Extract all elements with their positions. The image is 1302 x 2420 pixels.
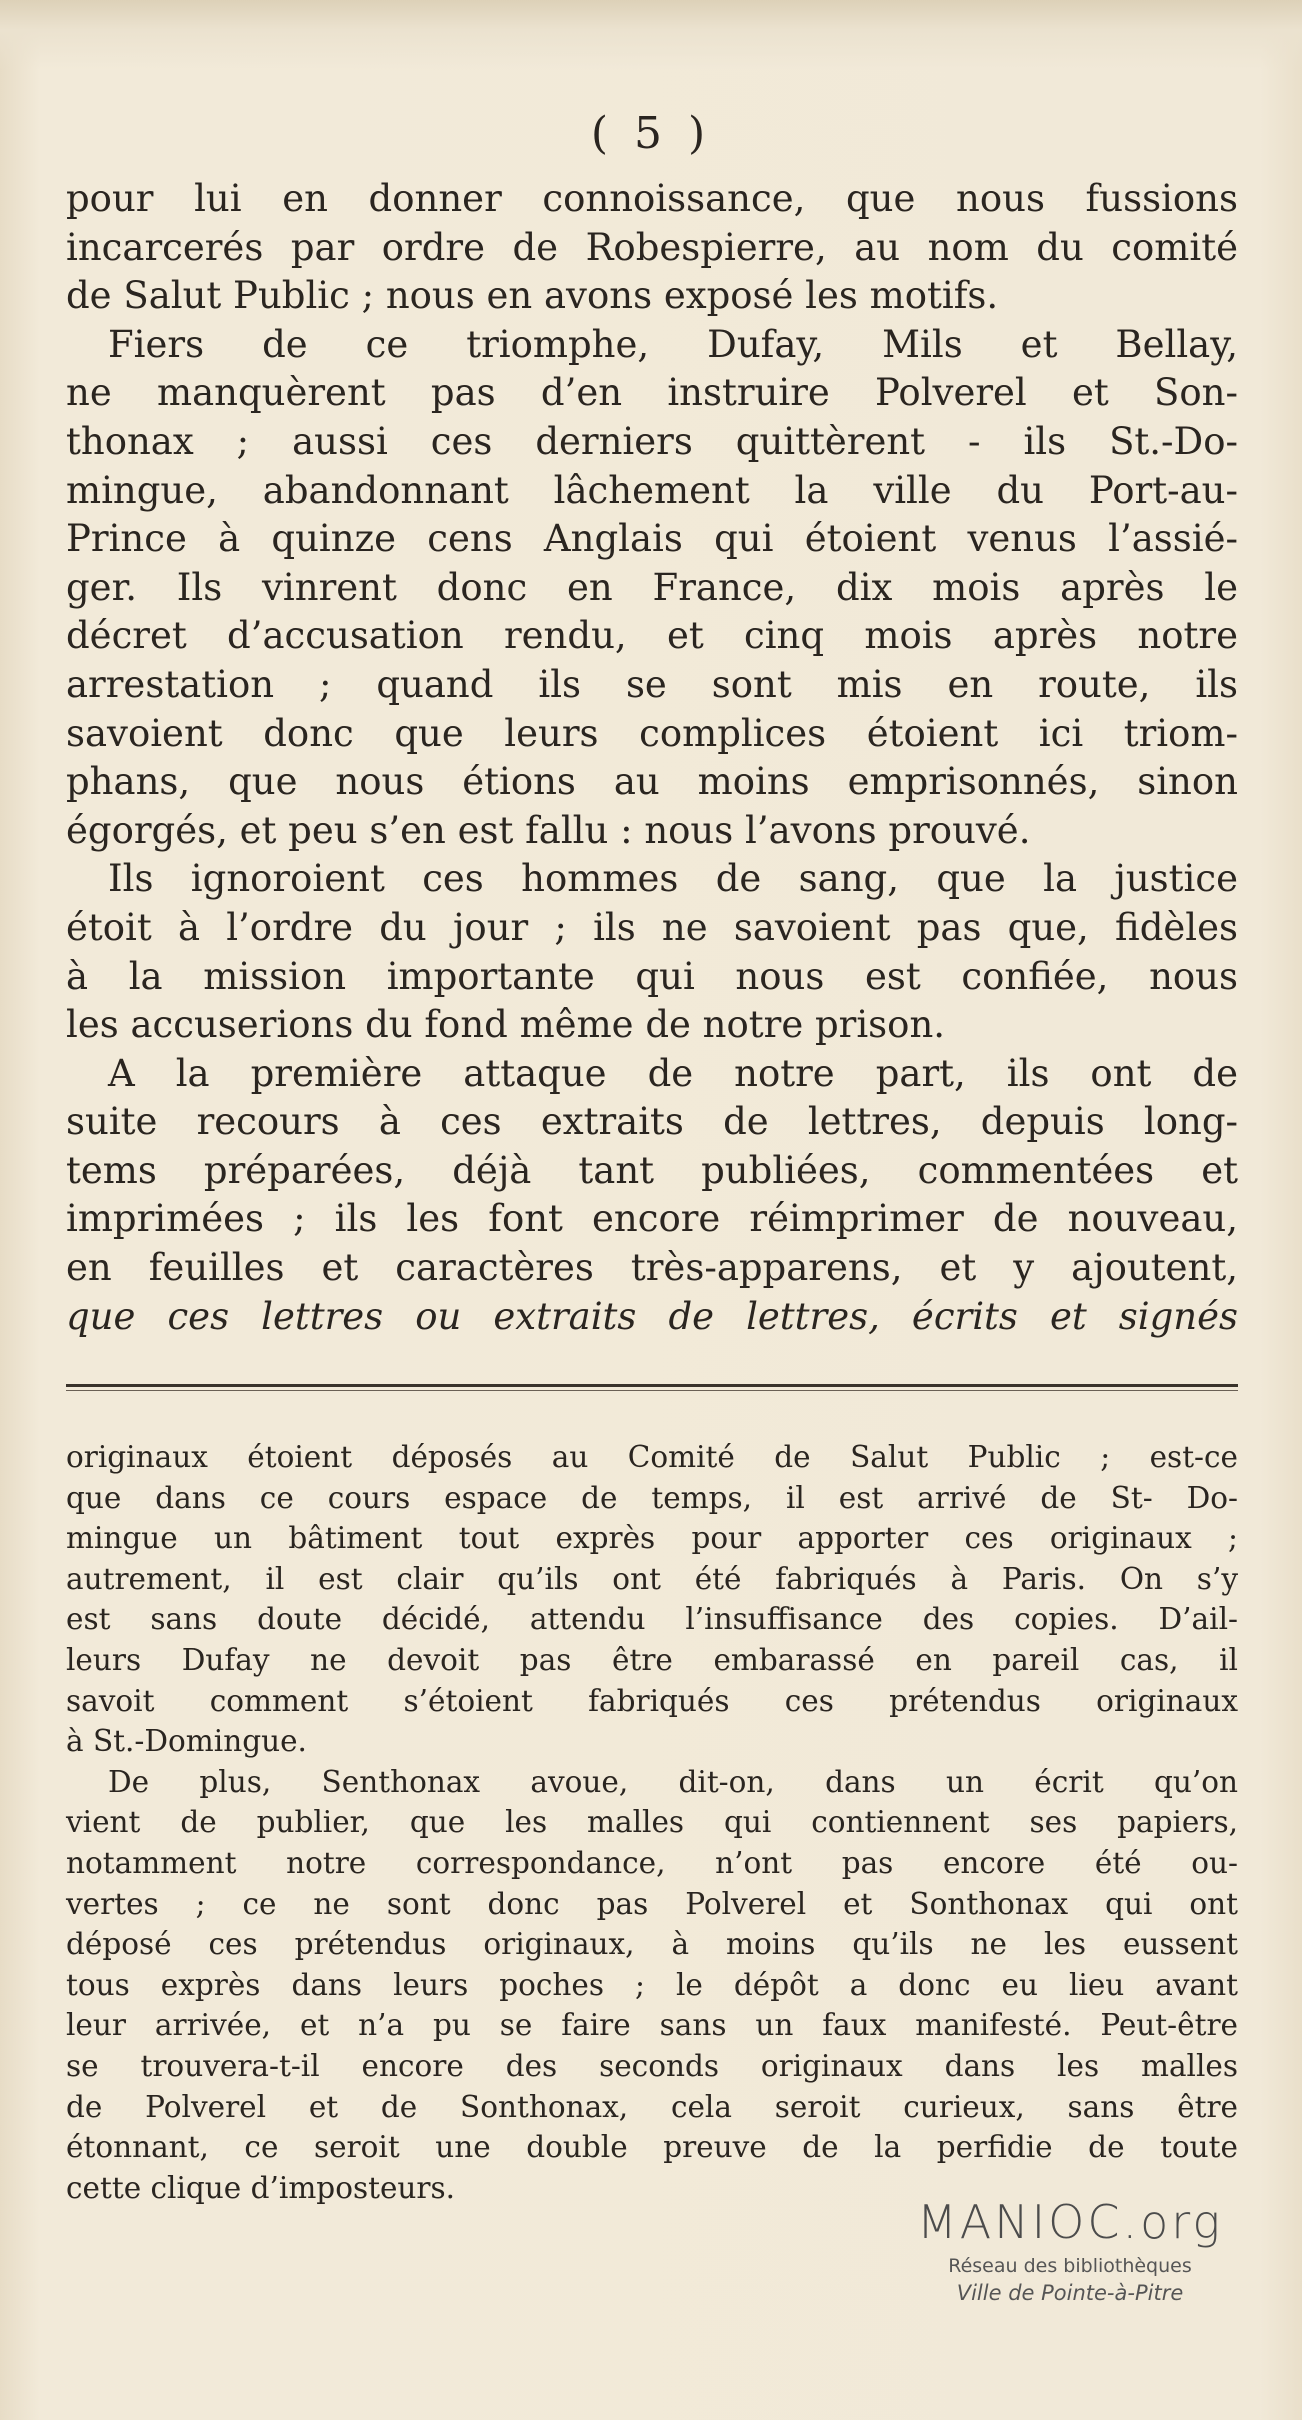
footnote-line: mingue un bâtiment tout exprès pour apporter ces originaux ;: [66, 1521, 1238, 1556]
footnote-line: leurs Dufay ne devoit pas être embarassé en pareil cas, il: [66, 1642, 1238, 1677]
body-line: pour lui en donner connoissance, que nous fussions: [66, 177, 1238, 220]
body-line: tems préparées, déjà tant publiées, commentées et: [66, 1148, 1238, 1192]
footnote-text: [66, 1437, 1238, 2208]
body-line: savoient donc que leurs complices étoient ici triom-: [66, 711, 1238, 755]
logo-subtitle-location: Ville de Pointe-à-Pitre: [956, 2281, 1184, 2305]
body-line: imprimées ; ils les font encore réimprimer de nouveau,: [66, 1197, 1238, 1241]
body-line: à la mission importante qui nous est confiée, nous: [66, 954, 1238, 998]
body-line: égorgés, et peu s’en est fallu : nous l’avons prouvé.: [66, 808, 1031, 852]
footnote-line: de Polverel et de Sonthonax, cela seroit curieux, sans être: [66, 2089, 1238, 2124]
footnote-line: notamment notre correspondance, n’ont pas encore été ou-: [66, 1845, 1238, 1880]
body-line: Fiers de ce triomphe, Dufay, Mils et Bellay,: [108, 322, 1238, 366]
footnote-line: savoit comment s’étoient fabriqués ces prétendus originaux: [66, 1683, 1238, 1718]
footnote-line: déposé ces prétendus originaux, à moins qu’ils ne les eussent: [66, 1927, 1238, 1962]
logo-subtitle: Réseau des bibliothèques: [948, 2255, 1192, 2277]
footnote-line: se trouvera-t-il encore des seconds originaux dans les malles: [66, 2048, 1238, 2083]
body-line: Ils ignoroient ces hommes de sang, que la justice: [108, 857, 1238, 901]
body-line: arrestation ; quand ils se sont mis en route, ils: [66, 662, 1238, 706]
footnote-divider-thin: [66, 1390, 1238, 1391]
body-line: ger. Ils vinrent donc en France, dix mois après le: [66, 565, 1238, 609]
page-edge: [0, 0, 1302, 70]
footnote-line: leur arrivée, et n’a pu se faire sans un faux manifesté. Peut-être: [66, 2008, 1238, 2043]
footnote-line: originaux étoient déposés au Comité de Salut Public ; est-ce: [66, 1440, 1238, 1474]
footnote-line: est sans doute décidé, attendu l’insuffisance des copies. D’ail-: [66, 1602, 1238, 1637]
body-line: A la première attaque de notre part, ils ont de: [108, 1051, 1238, 1095]
body-line: Prince à quinze cens Anglais qui étoient venus l’assié-: [66, 517, 1238, 561]
footnote-line: cette clique d’imposteurs.: [66, 2170, 456, 2205]
footnote-line: De plus, Senthonax avoue, dit-on, dans un écrit qu’on: [108, 1764, 1238, 1799]
footnote-line: que dans ce cours espace de temps, il est arrivé de St- Do-: [66, 1480, 1238, 1515]
body-line: les accuserions du fond même de notre prison.: [66, 1003, 946, 1047]
footnote-line: à St.-Domingue.: [66, 1724, 307, 1759]
footnote-line: vient de publier, que les malles qui contiennent ses papiers,: [66, 1805, 1238, 1840]
body-line: thonax ; aussi ces derniers quittèrent - ils St.-Do-: [66, 419, 1238, 463]
footnote-line: vertes ; ce ne sont donc pas Polverel et Sonthonax qui ont: [66, 1886, 1238, 1921]
body-line: en feuilles et caractères très-apparens, et y ajoutent,: [66, 1246, 1238, 1290]
footnote-line: tous exprès dans leurs poches ; le dépôt a donc eu lieu avant: [66, 1967, 1238, 2002]
manioc-logo: [880, 2195, 1260, 2305]
body-line: mingue, abandonnant lâchement la ville du Port-au-: [66, 468, 1238, 512]
body-line: que ces lettres ou extraits de lettres, écrits et signés: [66, 1294, 1238, 1338]
footnote-line: étonnant, ce seroit une double preuve de la perfidie de toute: [66, 2130, 1238, 2165]
body-line: suite recours à ces extraits de lettres, depuis long-: [66, 1100, 1238, 1144]
body-line: phans, que nous étions au moins emprisonnés, sinon: [66, 760, 1238, 804]
body-line: ne manquèrent pas d’en instruire Polverel et Son-: [66, 371, 1238, 415]
page-number: ( 5 ): [590, 108, 712, 159]
body-line: incarcerés par ordre de Robespierre, au nom du comité: [66, 225, 1238, 269]
body-line: de Salut Public ; nous en avons exposé les motifs.: [66, 274, 999, 318]
footnote-line: autrement, il est clair qu’ils ont été fabriqués à Paris. On s’y: [66, 1561, 1238, 1596]
logo-title: MANIOC.org: [917, 2195, 1223, 2249]
body-line: décret d’accusation rendu, et cinq mois après notre: [66, 614, 1238, 658]
body-line: étoit à l’ordre du jour ; ils ne savoient pas que, fidèles: [66, 905, 1238, 949]
footnote-divider: [66, 1384, 1238, 1387]
body-text: [66, 175, 1238, 1341]
